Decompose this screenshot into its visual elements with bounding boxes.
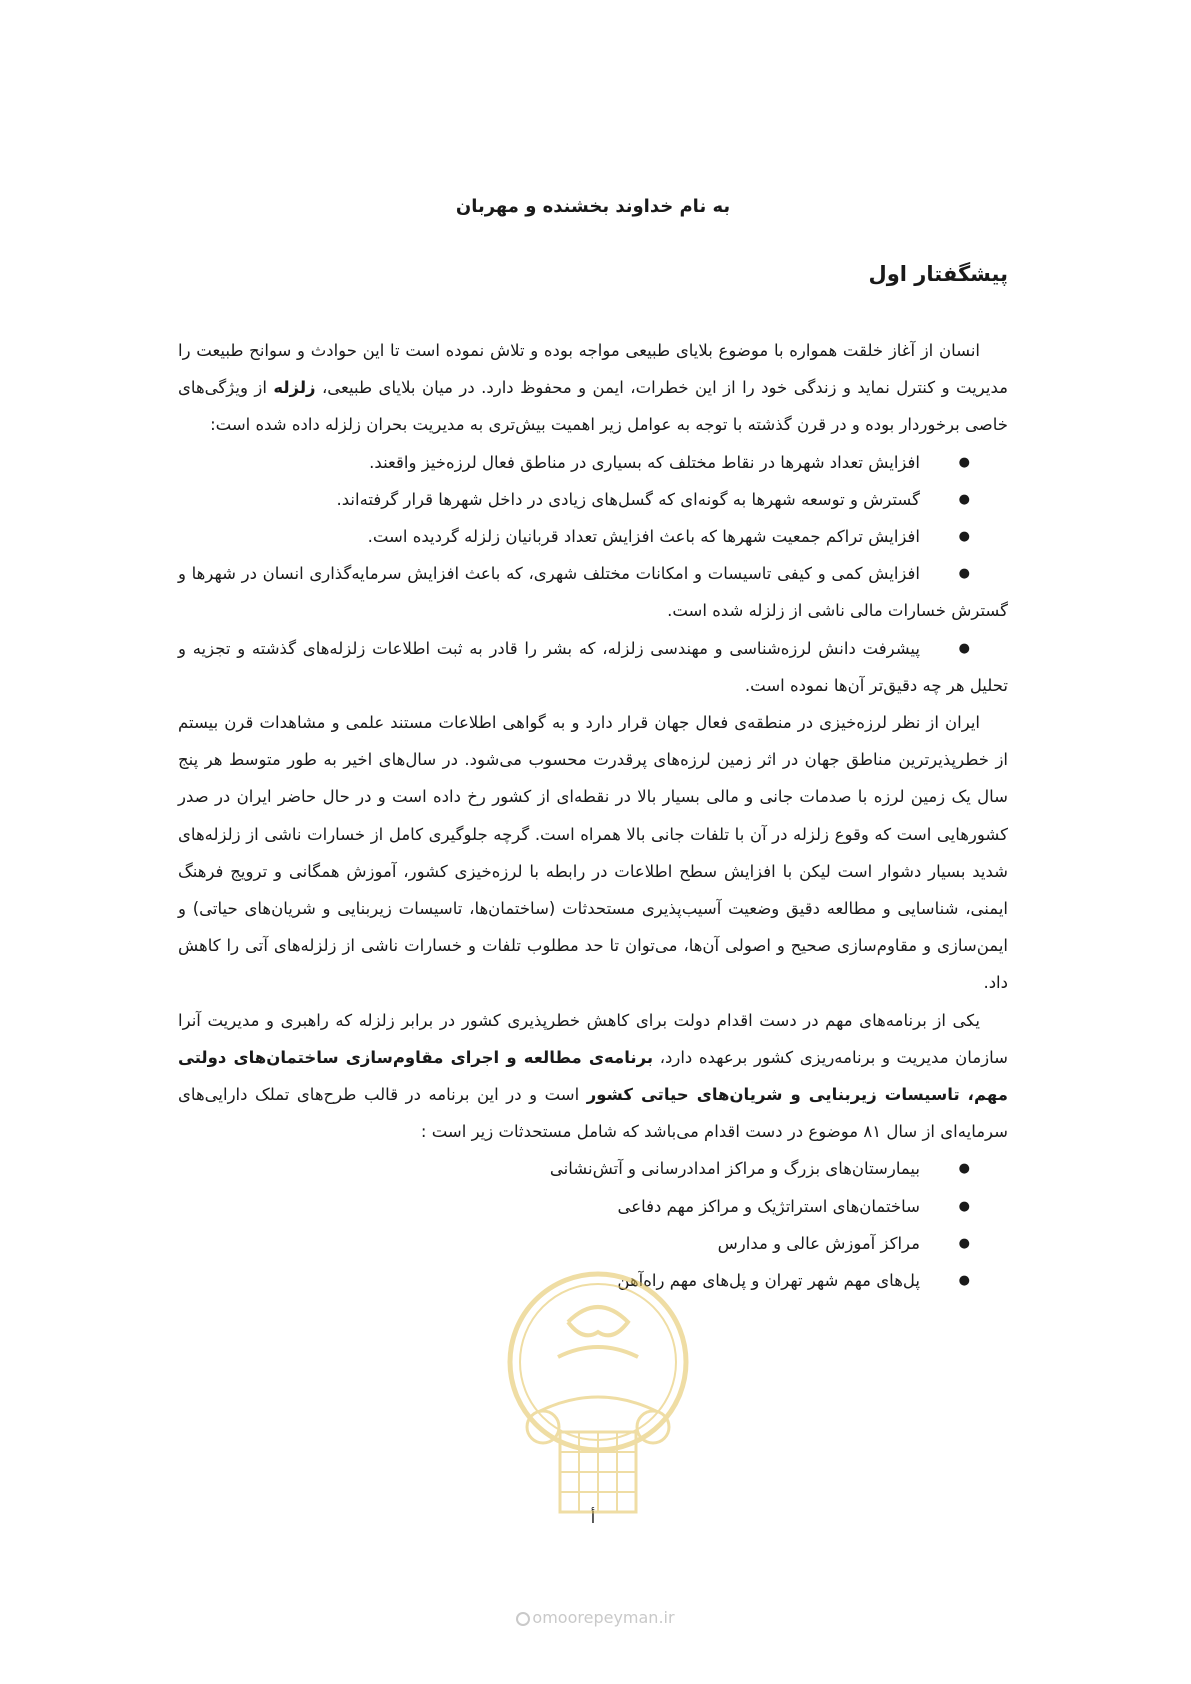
list-item: ● افزایش تعداد شهرها در نقاط مختلف که بسیاری در مناطق فعال لرزه‌خیز واقعند.	[178, 444, 1008, 481]
paragraph-program-bold: برنامه‌ی مطالعه و اجرای مقاوم‌سازی ساختمان‌های دولتی مهم، تاسیسات زیربنایی و شریان‌های حیاتی کشور	[178, 1047, 1008, 1105]
list-item: ● ساختمان‌های استراتژیک و مراکز مهم دفاعی	[178, 1188, 1008, 1225]
facilities-list	[178, 1150, 1008, 1299]
list-item: ● پل‌های مهم شهر تهران و پل‌های مهم راه‌آهن	[178, 1262, 1008, 1299]
paragraph-intro-text-1: انسان از آغاز خلقت همواره با موضوع بلایای طبیعی مواجه بوده و تلاش نموده است تا این حوادث و سوانح طبیعت را مدیریت و کنترل نماید و زندگی خود را از این خطرات، ایمن و محفوظ دارد. در میان بلایای طبیعی،	[178, 341, 1008, 398]
paragraph-iran-seismicity: ایران از نظر لرزه‌خیزی در منطقه‌ی فعال جهان قرار دارد و به گواهی اطلاعات مستند علمی و مشاهدات قرن بیستم از خطرپذیرترین مناطق جهان در اثر زمین لرزه‌های پرقدرت محسوب می‌شود. در سال‌های اخیر به طور متوسط هر پنج سال یک زمین لرزه با صدمات جانی و مالی بسیار بالا در نقطه‌ای از کشور رخ داده است و در حال حاضر ایران در صدر کشورهایی است که وقوع زلزله در آن با تلفات جانی بالا همراه است. گرچه جلوگیری کامل از خسارات ناشی از زلزله‌های شدید بسیار دشوار است لیکن با افزایش سطح اطلاعات در رابطه با لرزه‌خیزی کشور، آموزش همگانی و ترویج فرهنگ ایمنی، شناسایی و مطالعه دقیق وضعیت آسیب‌پذیری مستحدثات (ساختمان‌ها، تاسیسات زیربنایی و شریان‌های حیاتی) و ایمن‌سازی و مقاوم‌سازی صحیح و اصولی آن‌ها، می‌توان تا حد مطلوب تلفات و خسارات ناشی از زلزله‌های آتی را کاهش داد.	[178, 713, 1008, 993]
paragraph-intro-text-2: از ویژگی‌های خاصی برخوردار بوده و در قرن گذشته با توجه به عوامل زیر اهمیت بیش‌تری به مدیریت بحران زلزله داده شده است:	[178, 378, 1008, 435]
factors-list	[178, 444, 1008, 704]
paragraph-program	[178, 1002, 1008, 1151]
list-item: ● پیشرفت دانش لرزه‌شناسی و مهندسی زلزله، که بشر را قادر به ثبت اطلاعات زلزله‌های گذشته و تجزیه و تحلیل هر چه دقیق‌تر آن‌ها نموده است.	[178, 630, 1008, 704]
list-item: ● افزایش تراکم جمعیت شهرها که باعث افزایش تعداد قربانیان زلزله گردیده است.	[178, 518, 1008, 555]
list-item: ● گسترش و توسعه شهرها به گونه‌ای که گسل‌های زیادی در داخل شهرها قرار گرفته‌اند.	[178, 481, 1008, 518]
paragraph-intro-bold: زلزله	[273, 378, 316, 398]
paragraph-intro	[178, 332, 1008, 444]
at-icon	[516, 1612, 530, 1626]
page-number: أ	[590, 1508, 596, 1527]
basmala: به نام خداوند بخشنده و مهربان	[455, 196, 731, 217]
page-title: پیشگفتار اول	[868, 262, 1008, 286]
watermark-site	[0, 1608, 1191, 1627]
list-item: ● بیمارستان‌های بزرگ و مراکز امدادرسانی و آتش‌نشانی	[178, 1150, 1008, 1187]
document-page	[178, 0, 1008, 1684]
paragraph-program-text-2: است و در این برنامه در قالب طرح‌های تملک دارایی‌های سرمایه‌ای از سال ۸۱ موضوع در دست اقدام می‌باشد که شامل مستحدثات زیر است :	[178, 1085, 1008, 1142]
list-item: ● مراکز آموزش عالی و مدارس	[178, 1225, 1008, 1262]
watermark-site-text: omoorepeyman.ir	[532, 1608, 675, 1627]
paragraph-program-text-1: یکی از برنامه‌های مهم در دست اقدام دولت برای کاهش خطرپذیری کشور در برابر زلزله که راهبری و مدیریت آنرا سازمان مدیریت و برنامه‌ریزی کشور برعهده دارد،	[178, 1010, 1008, 1067]
list-item: ● افزایش کمی و کیفی تاسیسات و امکانات مختلف شهری، که باعث افزایش سرمایه‌گذاری انسان در شهرها و گسترش خسارات مالی ناشی از زلزله شده است.	[178, 555, 1008, 629]
document-body	[178, 332, 1008, 1299]
